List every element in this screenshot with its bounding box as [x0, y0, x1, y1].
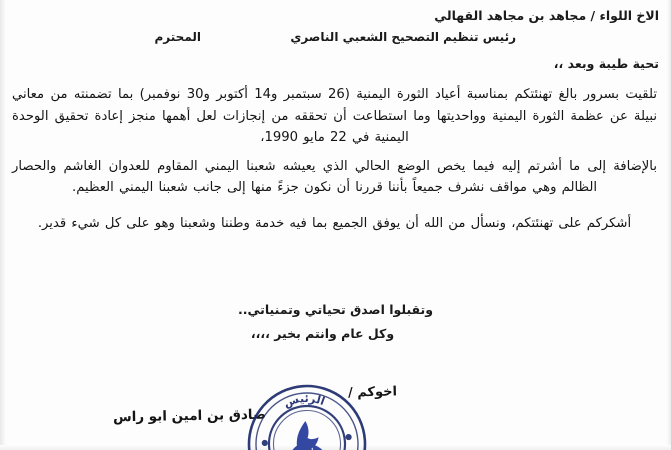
body-paragraph-1: تلقيت بسرور بالغ تهنئتكم بمناسبة أعياد الثورة اليمنية (26 سبتمبر و14 أكتوبر و30 نوفمبر) بما تضمنته من معاني نبيلة عن عظمة الثورة اليمنية وواحديتها وما استطاعت أن تحققه من إنجازات لعل أهمها منجز إعادة تحقيق الوحدة اليمنية في 22 مايو 1990،	[12, 87, 657, 145]
signature-name: صادق بن امين ابو راس	[112, 406, 267, 426]
signature-from-label: اخوكم /	[347, 384, 398, 401]
closing-line-1: وتقبلوا اصدق تحياتي وتمنياتي..	[237, 302, 434, 317]
addressee-title-row	[0, 30, 671, 50]
stamp-inner-text: الرئيس	[281, 391, 327, 410]
svg-text:الرئيس	[282, 390, 328, 410]
closing-line-2: وكل عام وانتم بخير ،،،،	[250, 326, 395, 341]
eagle-emblem	[286, 420, 328, 450]
respect-word: المحترم	[154, 30, 201, 44]
body-paragraph-3: أشكركم على تهنئتكم، ونسأل من الله أن يوفق الجميع بما فيه خدمة وطننا وشعبنا وهو على كل شيء قدير.	[37, 215, 632, 231]
letter-body	[12, 84, 657, 246]
addressee-name: الاخ اللواء / مجاهد بن مجاهد القهالي	[434, 8, 659, 23]
greeting-line: تحية طيبة وبعد ،،	[553, 56, 659, 71]
closing-block	[0, 299, 671, 344]
body-paragraph-2: بالإضافة إلى ما أشرتم إليه فيما يخص الوضع الحالي الذي يعيشه شعبنا اليمني المقاوم للعدوان الغاشم والحصار الظالم وهي مواقف نشرف جميعاً بأننا قررنا أن نكون جزءً منها إلى جانب شعبنا اليمني العظيم.	[12, 158, 657, 195]
addressee-title: رئيس تنظيم التصحيح الشعبي الناصري	[290, 30, 516, 44]
